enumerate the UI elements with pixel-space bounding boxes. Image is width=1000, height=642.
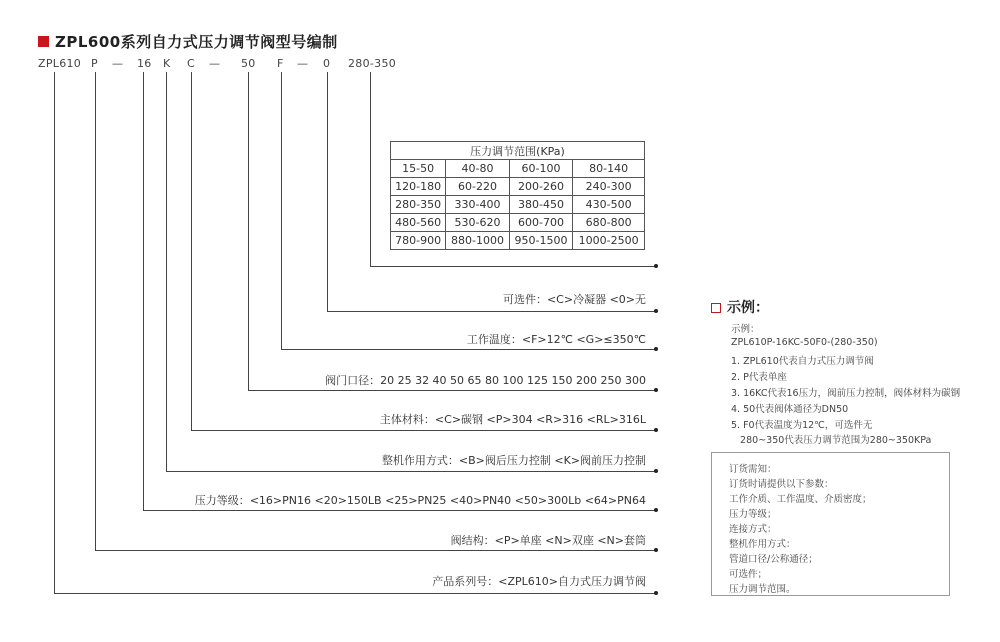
- example-line: 3. 16KC代表16压力，阀前压力控制，阀体材料为碳钢: [731, 388, 961, 399]
- desc-material: 主体材料：<C>碳钢 <P>304 <R>316 <RL>316L: [379, 413, 646, 426]
- table-cell: 380-450: [509, 196, 573, 214]
- leader-line-action-v: [166, 72, 167, 471]
- desc-structure: 阀结构：<P>单座 <N>双座 <N>套筒: [450, 534, 646, 547]
- order-note-line: 压力调节范围。: [729, 584, 796, 595]
- table-cell: 600-700: [509, 214, 573, 232]
- code-pressure: 16: [137, 57, 152, 70]
- leader-line-pressure-h: [143, 510, 655, 511]
- leader-line-size-v: [248, 72, 249, 390]
- code-material: C: [187, 57, 195, 70]
- table-cell: 680-800: [573, 214, 645, 232]
- leader-dot-temperature: [654, 347, 658, 351]
- code-dash-3: —: [297, 57, 309, 70]
- code-size: 50: [241, 57, 256, 70]
- leader-line-range-h: [370, 266, 655, 267]
- desc-temperature: 工作温度：<F>12℃ <G>≤350℃: [466, 333, 646, 346]
- table-cell: 120-180: [391, 178, 446, 196]
- leader-line-option-v: [327, 72, 328, 311]
- example-heading: [711, 297, 769, 317]
- desc-series: 产品系列号：<ZPL610>自力式压力调节阀: [432, 575, 646, 588]
- leader-dot-material: [654, 428, 658, 432]
- leader-dot-range: [654, 264, 658, 268]
- code-option: 0: [323, 57, 331, 70]
- example-line: 示例：: [731, 324, 760, 335]
- example-line: 280~350代表压力调节范围为280~350KPa: [731, 435, 932, 446]
- leader-line-pressure-v: [143, 72, 144, 510]
- table-cell: 60-220: [446, 178, 510, 196]
- code-dash-1: —: [112, 57, 124, 70]
- order-note-line: 可选件；: [729, 569, 768, 580]
- table-cell: 330-400: [446, 196, 510, 214]
- leader-dot-action: [654, 469, 658, 473]
- table-header-row: [391, 142, 645, 160]
- leader-dot-size: [654, 388, 658, 392]
- pressure-range-table: [390, 141, 645, 250]
- table-cell: 60-100: [509, 160, 573, 178]
- leader-line-series-v: [54, 72, 55, 593]
- example-line: ZPL610P-16KC-50F0-(280-350): [731, 337, 878, 348]
- leader-line-material-v: [191, 72, 192, 430]
- table-cell: 240-300: [573, 178, 645, 196]
- desc-option: 可选件：<C>冷凝器 <0>无: [502, 293, 646, 306]
- example-line: 2. P代表单座: [731, 372, 787, 383]
- leader-line-structure-h: [95, 550, 655, 551]
- red-square-bullet-icon: [38, 36, 49, 47]
- order-note-line: 压力等级；: [729, 509, 777, 520]
- order-note-line: 整机作用方式：: [729, 539, 796, 550]
- order-note-line: 管道口径/公称通径；: [729, 554, 818, 565]
- table-cell: 200-260: [509, 178, 573, 196]
- leader-line-temperature-h: [281, 349, 655, 350]
- table-row: [391, 232, 645, 250]
- example-line: 5. F0代表温度为12℃，可选件无: [731, 420, 873, 431]
- leader-dot-pressure: [654, 508, 658, 512]
- leader-dot-series: [654, 591, 658, 595]
- leader-line-structure-v: [95, 72, 96, 550]
- table-cell: 1000-2500: [573, 232, 645, 250]
- desc-size: 阀门口径：20 25 32 40 50 65 80 100 125 150 200 250 300: [325, 374, 646, 387]
- table-row: [391, 214, 645, 232]
- table-row: [391, 196, 645, 214]
- table-cell: 880-1000: [446, 232, 510, 250]
- table-cell: 780-900: [391, 232, 446, 250]
- code-range: 280-350: [348, 57, 397, 70]
- code-dash-2: —: [209, 57, 221, 70]
- table-cell: 40-80: [446, 160, 510, 178]
- outline-square-bullet-icon: [711, 303, 721, 313]
- example-line: 4. 50代表阀体通径为DN50: [731, 404, 849, 415]
- leader-line-action-h: [166, 471, 655, 472]
- leader-line-series-h: [54, 593, 655, 594]
- leader-line-option-h: [327, 311, 655, 312]
- order-note-line: 订货时请提供以下参数：: [729, 479, 834, 490]
- leader-line-size-h: [248, 390, 655, 391]
- desc-pressure: 压力等级：<16>PN16 <20>150LB <25>PN25 <40>PN40 <50>300Lb <64>PN64: [194, 494, 646, 507]
- code-temperature: F: [277, 57, 284, 70]
- table-cell: 280-350: [391, 196, 446, 214]
- table-cell: 530-620: [446, 214, 510, 232]
- code-action: K: [163, 57, 171, 70]
- leader-dot-option: [654, 309, 658, 313]
- example-line: 1. ZPL610代表自力式压力调节阀: [731, 356, 874, 367]
- page-title: [38, 31, 338, 52]
- table-cell: 430-500: [573, 196, 645, 214]
- desc-action: 整机作用方式：<B>阀后压力控制 <K>阀前压力控制: [381, 454, 646, 467]
- leader-line-material-h: [191, 430, 655, 431]
- table-row: [391, 160, 645, 178]
- table-cell: 950-1500: [509, 232, 573, 250]
- order-note-line: 订货需知：: [729, 464, 777, 475]
- example-heading-text: 示例：: [727, 300, 769, 316]
- order-note-line: 连接方式：: [729, 524, 777, 535]
- code-structure: P: [91, 57, 98, 70]
- leader-line-temperature-v: [281, 72, 282, 349]
- table-row: [391, 178, 645, 196]
- order-note-line: 工作介质、工作温度、介质密度；: [729, 494, 872, 505]
- leader-line-range-v: [370, 72, 371, 266]
- page-title-text: ZPL600系列自力式压力调节阀型号编制: [55, 33, 338, 51]
- table-cell: 15-50: [391, 160, 446, 178]
- leader-dot-structure: [654, 548, 658, 552]
- table-header: 压力调节范围(KPa): [391, 142, 645, 160]
- code-series: ZPL610: [38, 57, 82, 70]
- table-cell: 480-560: [391, 214, 446, 232]
- table-cell: 80-140: [573, 160, 645, 178]
